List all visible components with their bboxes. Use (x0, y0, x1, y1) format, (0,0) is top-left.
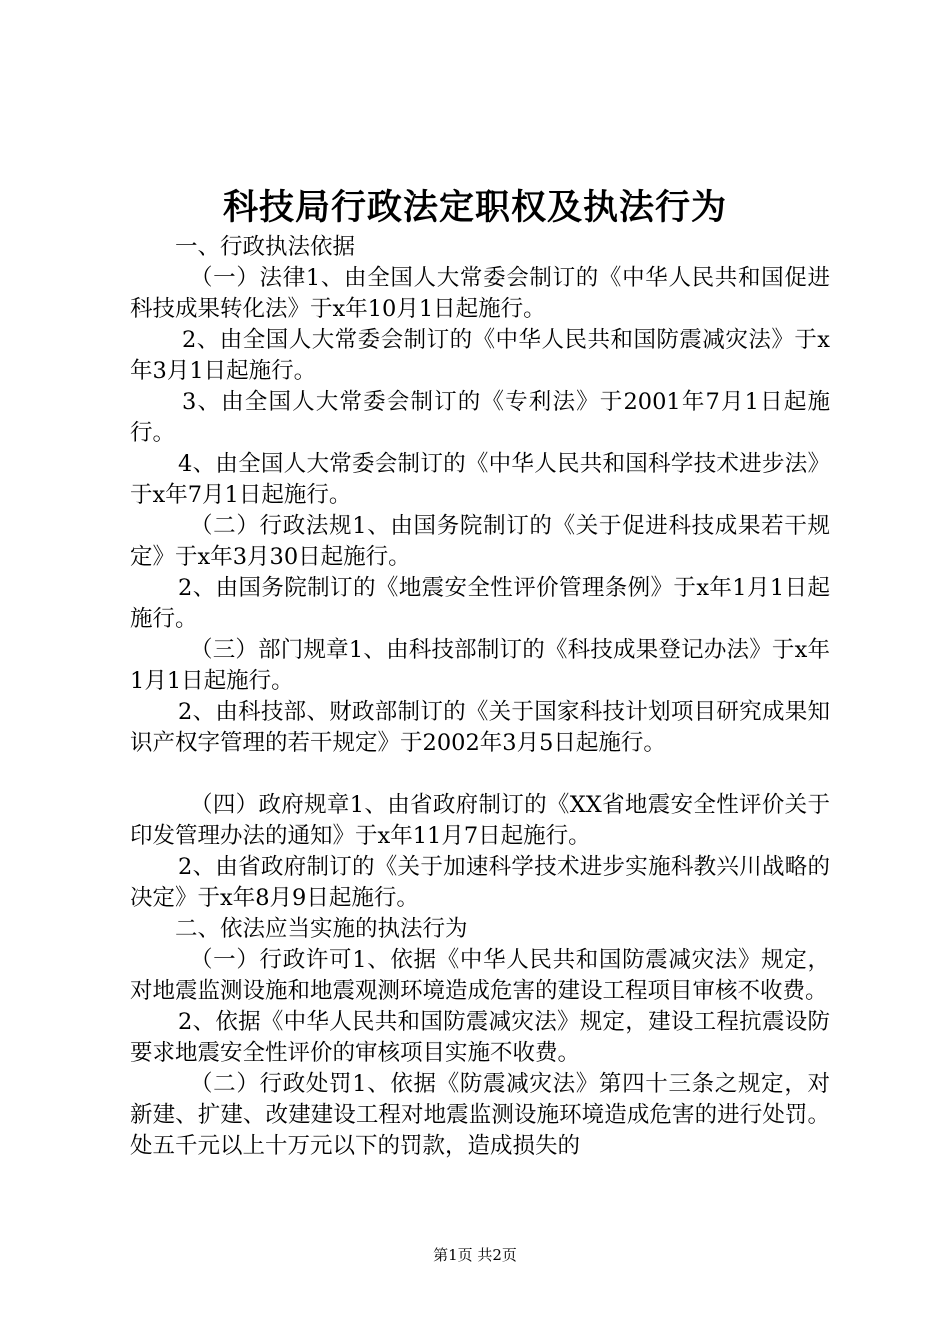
body-paragraph: （二）行政法规1、由国务院制订的《关于促进科技成果若干规定》于x年3月30日起施行。 (130, 513, 830, 570)
document-body (130, 232, 830, 1162)
body-paragraph: （二）行政处罚1、依据《防震减灾法》第四十三条之规定，对新建、扩建、改建建设工程对地震监测设施环境造成危害的进行处罚。处五千元以上十万元以下的罚款，造成损失的 (130, 1071, 830, 1159)
section-heading: 二、依法应当实施的执法行为 (175, 916, 468, 942)
body-paragraph: 4、由全国人大常委会制订的《中华人民共和国科学技术进步法》于x年7月1日起施行。 (130, 451, 830, 508)
document-title: 科技局行政法定职权及执法行为 (222, 187, 727, 228)
section-heading: 一、行政执法依据 (175, 234, 356, 260)
body-paragraph: 2、依据《中华人民共和国防震减灾法》规定，建设工程抗震设防要求地震安全性评价的审核项目实施不收费。 (130, 1009, 830, 1066)
body-paragraph: （一）行政许可1、依据《中华人民共和国防震减灾法》规定，对地震监测设施和地震观测环境造成危害的建设工程项目审核不收费。 (130, 947, 830, 1004)
body-paragraph: （一）法律1、由全国人大常委会制订的《中华人民共和国促进科技成果转化法》于x年10月1日起施行。 (130, 265, 830, 322)
body-paragraph: 2、由国务院制订的《地震安全性评价管理条例》于x年1月1日起施行。 (130, 575, 830, 632)
body-paragraph: （四）政府规章1、由省政府制订的《XX省地震安全性评价关于印发管理办法的通知》于x年11月7日起施行。 (130, 792, 830, 849)
page-number-footer: 第1页 共2页 (433, 1246, 517, 1264)
body-paragraph: （三）部门规章1、由科技部制订的《科技成果登记办法》于x年1月1日起施行。 (130, 637, 830, 694)
body-paragraph: 2、由科技部、财政部制订的《关于国家科技计划项目研究成果知识产权字管理的若干规定》于2002年3月5日起施行。 (130, 699, 830, 756)
body-paragraph: 2、由省政府制订的《关于加速科学技术进步实施科教兴川战略的决定》于x年8月9日起施行。 (130, 854, 830, 911)
body-paragraph: 2、由全国人大常委会制订的《中华人民共和国防震减灾法》于x年3月1日起施行。 (130, 327, 830, 384)
body-paragraph: 3、由全国人大常委会制订的《专利法》于2001年7月1日起施行。 (130, 389, 830, 446)
